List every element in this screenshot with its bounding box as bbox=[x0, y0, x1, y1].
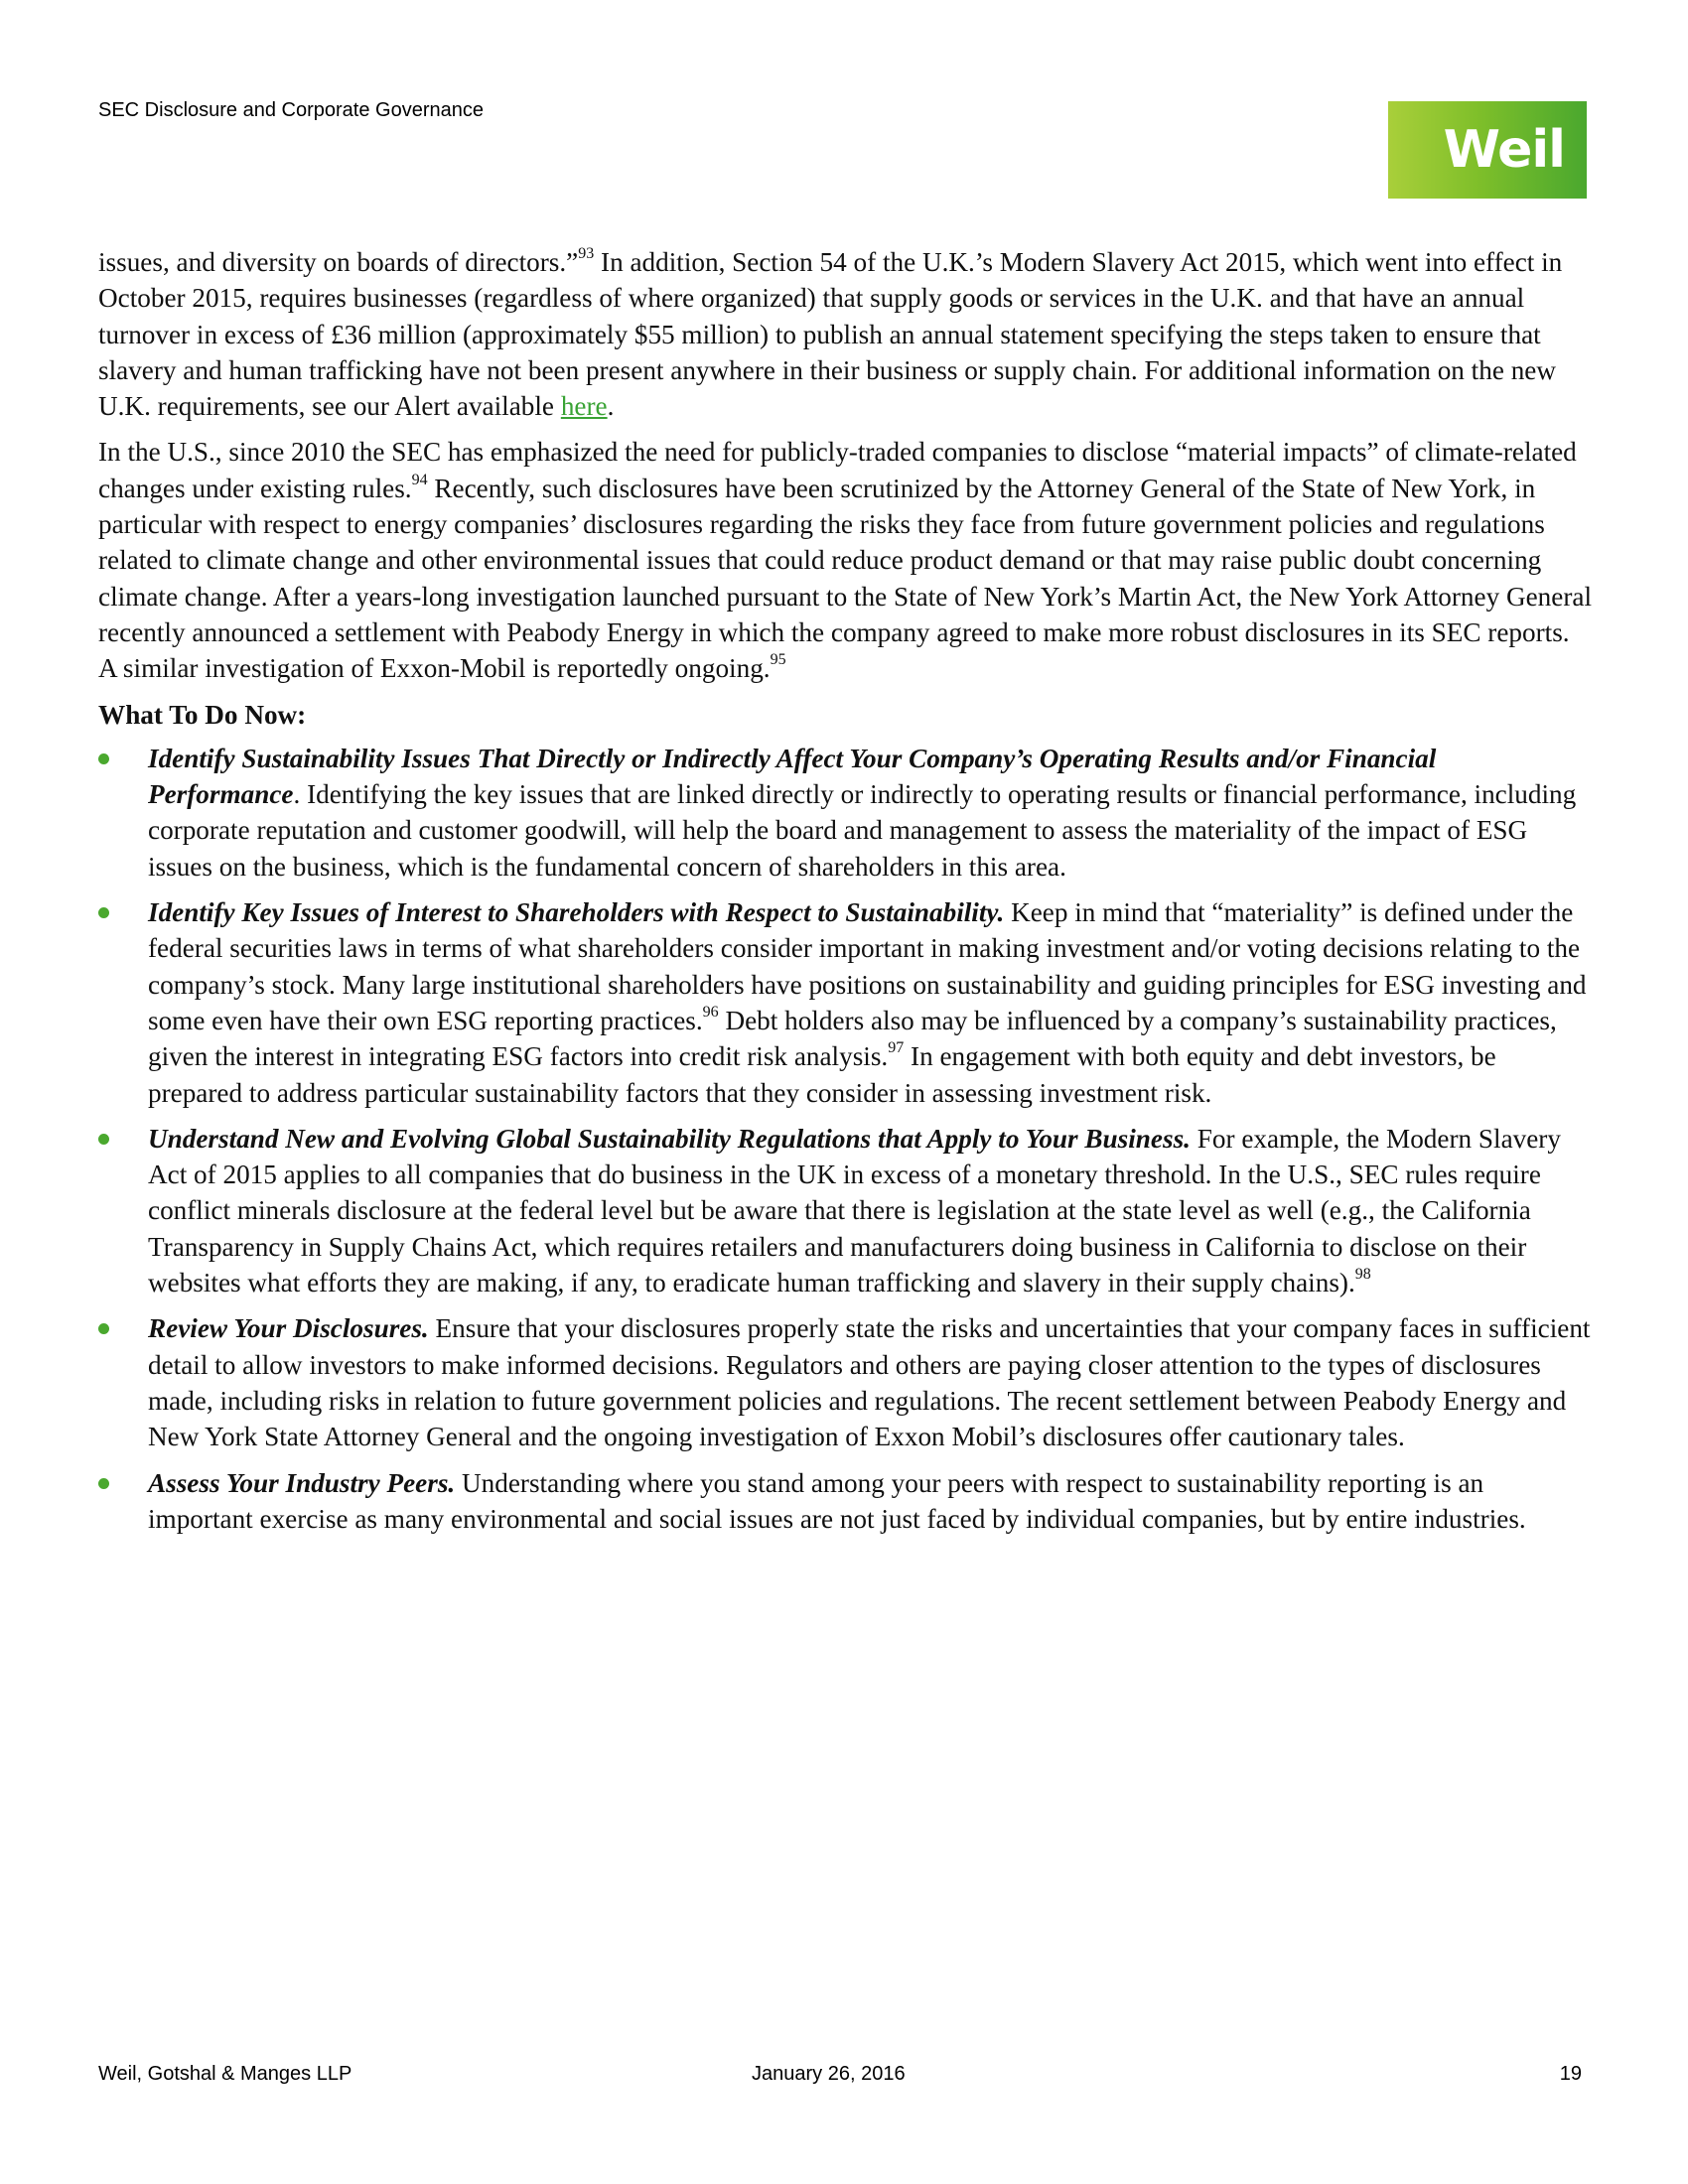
here-link[interactable]: here bbox=[560, 391, 608, 422]
bullet-icon bbox=[98, 753, 109, 764]
footnote-ref[interactable]: 96 bbox=[702, 1003, 719, 1021]
footnote-ref[interactable]: 94 bbox=[411, 471, 428, 488]
bullet-icon bbox=[98, 1478, 109, 1489]
footnote-ref[interactable]: 98 bbox=[1354, 1265, 1371, 1283]
list-item: Assess Your Industry Peers. Understanding where you stand among your peers with respect to sustainability reporting is an important exercise as many environmental and social issues are not just faced by individual companies, but by entire industries. bbox=[98, 1465, 1593, 1538]
header-title: SEC Disclosure and Corporate Governance bbox=[98, 99, 484, 121]
page-number: 19 bbox=[1559, 2063, 1582, 2085]
footer-firm: Weil, Gotshal & Manges LLP bbox=[98, 2063, 352, 2085]
list-item: Identify Sustainability Issues That Directly or Indirectly Affect Your Company’s Operating Results and/or Financial Performance. Identifying the key issues that are linked directly or indirectly to operating results or financial performance, including corporate reputation and customer goodwill, will help the board and management to assess the materiality of the impact of ESG issues on the business, which is the fundamental concern of shareholders in this area. bbox=[98, 741, 1593, 885]
item-title: Identify Key Issues of Interest to Shareholders with Respect to Sustainability. bbox=[148, 897, 1005, 928]
action-list bbox=[98, 741, 1593, 1537]
item-title: Understand New and Evolving Global Sustainability Regulations that Apply to Your Business. bbox=[148, 1123, 1191, 1154]
list-item: Review Your Disclosures. Ensure that your disclosures properly state the risks and uncertainties that your company faces in sufficient detail to allow investors to make informed decisions. Regulators and others are paying closer attention to the types of disclosures made, including risks in relation to future government policies and regulations. The recent settlement between Peabody Energy and New York State Attorney General and the ongoing investigation of Exxon Mobil’s disclosures offer cautionary tales. bbox=[98, 1310, 1593, 1454]
bullet-icon bbox=[98, 907, 109, 918]
list-item: Identify Key Issues of Interest to Shareholders with Respect to Sustainability. Keep in mind that “materiality” is defined under the federal securities laws in terms of what shareholders consider important in making investment and/or voting decisions relating to the company’s stock. Many large institutional shareholders have positions on sustainability and guiding principles for ESG investing and some even have their own ESG reporting practices.$^{96}$ Debt holders also may be influenced by a company’s sustainability practices, given the interest in integrating ESG factors into credit risk analysis.$^{97}$ In engagement with both equity and debt investors, be prepared to address particular sustainability factors that they consider in assessing investment risk. bbox=[98, 894, 1593, 1111]
list-item: Understand New and Evolving Global Sustainability Regulations that Apply to Your Business. For example, the Modern Slavery Act of 2015 applies to all companies that do business in the UK in excess of a monetary threshold. In the U.S., SEC rules require conflict minerals disclosure at the federal level but be aware that there is legislation at the state level as well (e.g., the California Transparency in Supply Chains Act, which requires retailers and manufacturers doing business in California to disclose on their websites what efforts they are making, if any, to eradicate human trafficking and slavery in their supply chains).$^{98}$ bbox=[98, 1121, 1593, 1300]
bullet-icon bbox=[98, 1134, 109, 1145]
footnote-ref[interactable]: 93 bbox=[578, 244, 595, 262]
footnote-ref[interactable]: 97 bbox=[888, 1039, 905, 1057]
item-title: Review Your Disclosures. bbox=[148, 1313, 429, 1344]
footer-date: January 26, 2016 bbox=[752, 2063, 906, 2085]
bullet-icon bbox=[98, 1323, 109, 1334]
item-title: Assess Your Industry Peers. bbox=[148, 1467, 456, 1498]
item-title: Identify Sustainability Issues That Directly or Indirectly Affect Your Company’s Operating Results and/or Financial Performance bbox=[148, 743, 1437, 810]
weil-logo bbox=[1388, 101, 1587, 199]
paragraph-us: In the U.S., since 2010 the SEC has emphasized the need for publicly-traded companies to disclose “material impacts” of climate-related changes under existing rules.$^{94}$ Recently, such disclosures have been scrutinized by the Attorney General of the State of New York, in particular with respect to energy companies’ disclosures regarding the risks they face from future government policies and regulations related to climate change and other environmental issues that could reduce product demand or that may raise public doubt concerning climate change. After a years-long investigation launched pursuant to the State of New York’s Martin Act, the New York Attorney General recently announced a settlement with Peabody Energy in which the company agreed to make more robust disclosures in its SEC reports. A similar investigation of Exxon-Mobil is reportedly ongoing.$^{95}$ bbox=[98, 437, 1593, 684]
footnote-ref[interactable]: 95 bbox=[770, 651, 786, 669]
section-heading: What To Do Now: bbox=[98, 699, 307, 730]
body-content bbox=[98, 244, 1593, 1547]
paragraph-intro: issues, and diversity on boards of directors.”$^{93}$ In addition, Section 54 of the U.K.’s Modern Slavery Act 2015, which went into effect in October 2015, requires businesses (regardless of where organized) that supply goods or services in the U.K. and that have an annual turnover in excess of £36 million (approximately $55 million) to publish an annual statement specifying the steps taken to ensure that slavery and human trafficking have not been present anywhere in their business or supply chain. For additional information on the new U.K. requirements, see our Alert available here. bbox=[98, 244, 1563, 422]
logo-text: Weil bbox=[1443, 120, 1565, 180]
